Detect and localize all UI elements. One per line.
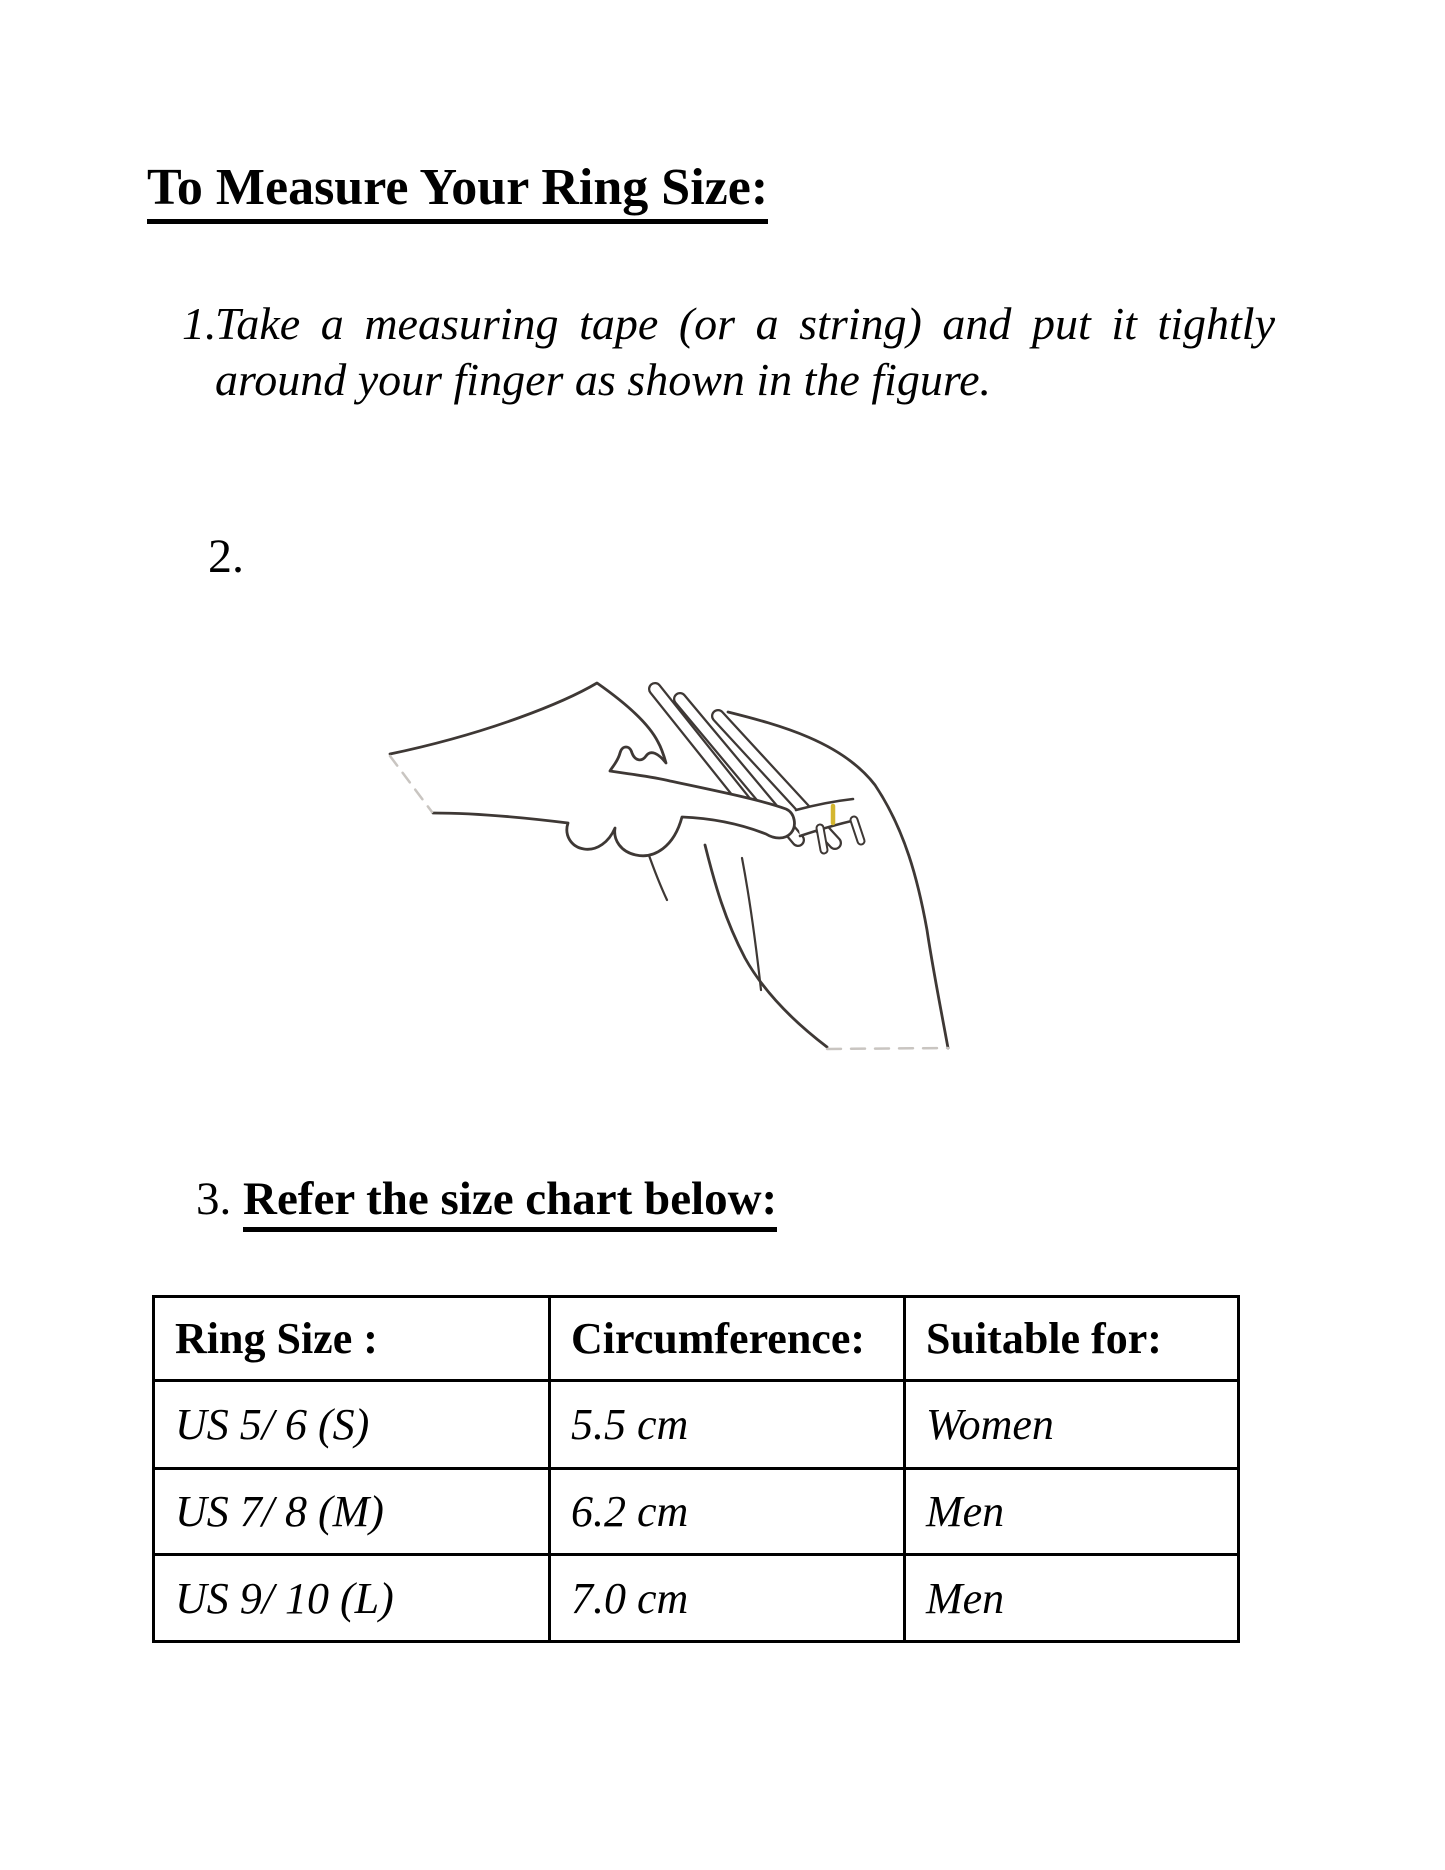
- col-header-circumference: Circumference:: [550, 1297, 905, 1381]
- cell-ring-size: US 9/ 10 (L): [154, 1555, 550, 1642]
- cell-suitable-for: Men: [905, 1555, 1239, 1642]
- page-title-text: To Measure Your Ring Size:: [147, 159, 768, 224]
- col-header-suitable-for: Suitable for:: [905, 1297, 1239, 1381]
- col-header-ring-size: Ring Size :: [154, 1297, 550, 1381]
- page-title: [147, 158, 768, 218]
- step3-line: [196, 1170, 777, 1228]
- size-chart-table: [152, 1295, 1240, 1643]
- wrist-cut-dash: [827, 1048, 948, 1049]
- cell-suitable-for: Men: [905, 1469, 1239, 1555]
- step3-label: Refer the size chart below:: [243, 1173, 777, 1232]
- table-row: [154, 1469, 1239, 1555]
- table-row: [154, 1555, 1239, 1642]
- cell-suitable-for: Women: [905, 1381, 1239, 1469]
- table-row: [154, 1381, 1239, 1469]
- step2-number: 2.: [208, 530, 244, 583]
- cell-circumference: 5.5 cm: [550, 1381, 905, 1469]
- cell-ring-size: US 5/ 6 (S): [154, 1381, 550, 1469]
- cell-circumference: 6.2 cm: [550, 1469, 905, 1555]
- step1-line2: around your finger as shown in the figure.: [215, 354, 992, 405]
- hand-measuring-illustration: [330, 550, 1010, 1070]
- size-chart-header-row: [154, 1297, 1239, 1381]
- step1-line1: Take a measuring tape (or a string) and put it tightly: [215, 298, 1275, 349]
- step1-number: 1.: [182, 298, 217, 349]
- step3-number: 3.: [196, 1173, 232, 1225]
- cell-ring-size: US 7/ 8 (M): [154, 1469, 550, 1555]
- step1-text: [215, 296, 1275, 408]
- cell-circumference: 7.0 cm: [550, 1555, 905, 1642]
